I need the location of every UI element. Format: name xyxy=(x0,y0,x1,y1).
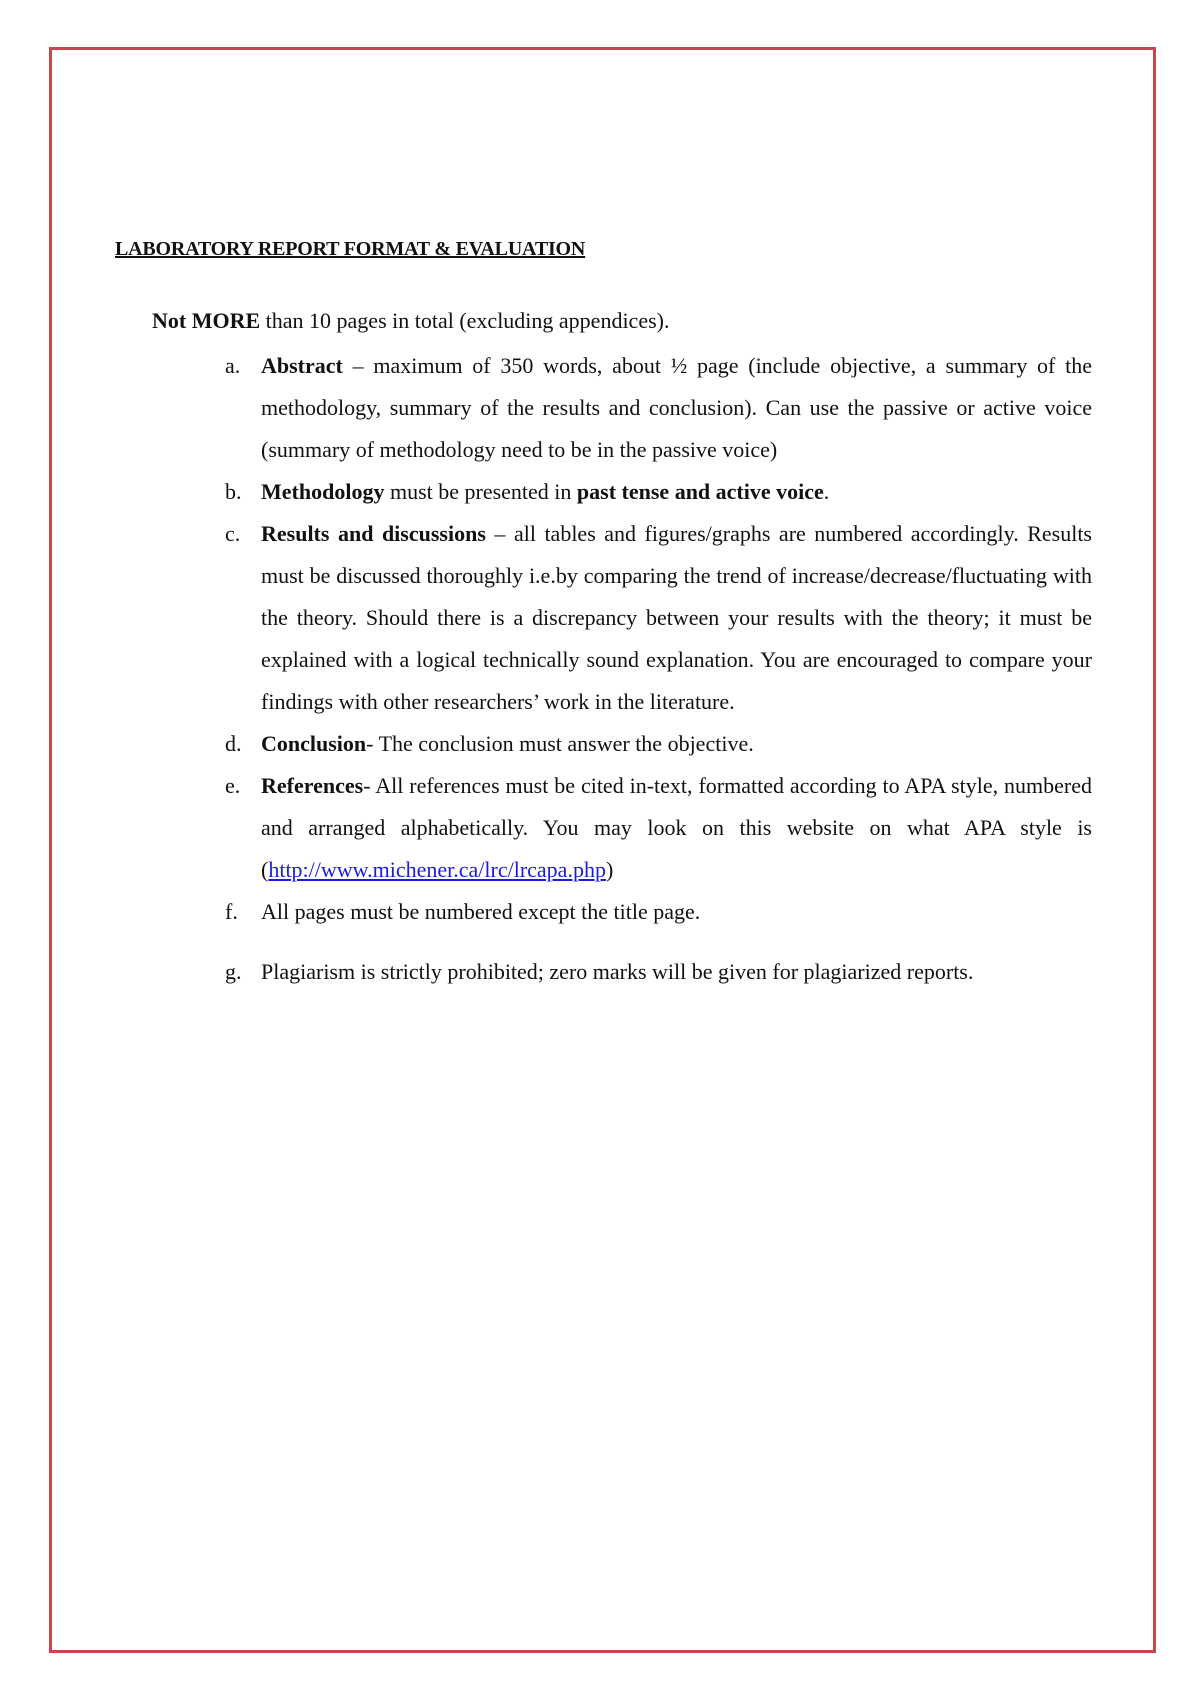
requirements-list xyxy=(0,345,1200,993)
item-text: must be presented in xyxy=(384,479,577,504)
list-marker: a. xyxy=(225,353,241,378)
item-text: - The conclusion must answer the objective. xyxy=(366,731,754,756)
list-item-references xyxy=(0,765,1200,891)
list-item-abstract xyxy=(0,345,1200,471)
item-title: Methodology xyxy=(261,479,385,504)
list-item-conclusion xyxy=(0,723,1200,765)
list-marker: e. xyxy=(225,773,241,798)
item-text: - All references must be cited in-text, formatted according to APA style, numbered and arranged alphabetically. You may look on this website on what APA style is ( xyxy=(261,773,1092,882)
item-title: Conclusion xyxy=(261,731,367,756)
list-item-plagiarism xyxy=(0,951,1200,993)
item-title: References xyxy=(261,773,364,798)
list-marker: b. xyxy=(225,479,242,504)
document-heading: LABORATORY REPORT FORMAT & EVALUATION xyxy=(115,238,586,260)
item-text: All pages must be numbered except the title page. xyxy=(261,899,701,924)
item-text: – all tables and figures/graphs are numbered accordingly. Results must be discussed thoroughly i.e.by comparing the trend of increase/decrease/fluctuating with the theory. Should there is a discrepancy between your results with the theory; it must be explained with a logical technically sound explanation. You are encouraged to compare your findings with other researchers’ work in the literature. xyxy=(261,521,1092,714)
intro-text: than 10 pages in total (excluding appendices). xyxy=(260,308,670,333)
item-text-end: . xyxy=(823,479,830,504)
apa-style-link[interactable]: http://www.michener.ca/lrc/lrcapa.php xyxy=(268,857,606,882)
list-marker: g. xyxy=(225,959,242,984)
item-text: – maximum of 350 words, about ½ page (include objective, a summary of the methodology, summary of the results and conclusion). Can use the passive or active voice (summary of methodology need to be in the passive voice) xyxy=(261,353,1092,462)
item-title: Abstract xyxy=(261,353,343,378)
item-title: Results and discussions xyxy=(261,521,486,546)
intro-bold: Not MORE xyxy=(152,308,261,333)
list-marker: f. xyxy=(225,899,238,924)
list-marker: d. xyxy=(225,731,242,756)
item-text-end: ) xyxy=(605,857,614,882)
list-item-results xyxy=(0,513,1200,723)
item-emphasis: past tense and active voice xyxy=(576,479,824,504)
list-item-page-numbers xyxy=(0,891,1200,933)
list-marker: c. xyxy=(225,521,241,546)
list-item-methodology xyxy=(0,471,1200,513)
item-text: Plagiarism is strictly prohibited; zero marks will be given for plagiarized reports. xyxy=(261,959,974,984)
intro-line xyxy=(152,308,669,334)
